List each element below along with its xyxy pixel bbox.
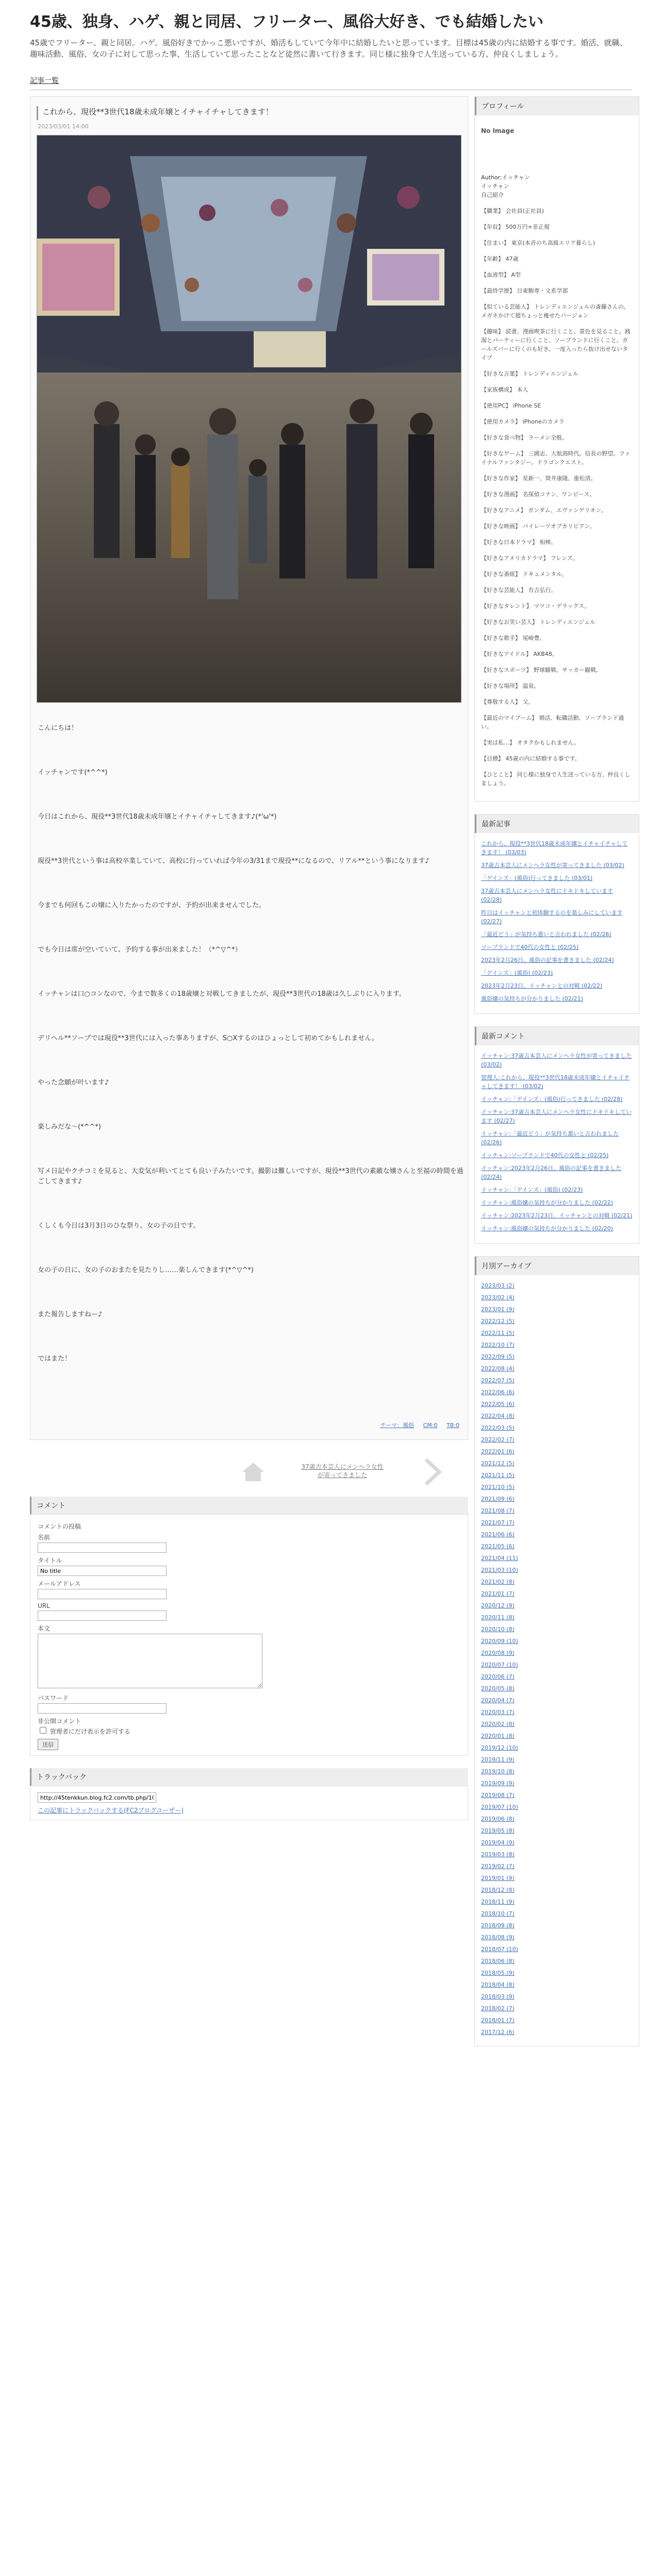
archive-item[interactable] xyxy=(481,1874,633,1883)
entry-paragraph: くしくも今日は3月3日のひな祭り。女の子の日です。 xyxy=(38,1222,200,1230)
archive-item[interactable] xyxy=(481,1471,633,1480)
recent-comment-item-link[interactable]: イッチャン:「ゲインズ」(風俗) (02/23) xyxy=(481,1187,583,1193)
archive-item[interactable] xyxy=(481,1755,633,1764)
archive-item[interactable] xyxy=(481,1613,633,1622)
archive-item[interactable] xyxy=(481,1957,633,1965)
main-column xyxy=(30,96,468,1820)
recent-entry-item[interactable] xyxy=(481,943,633,952)
archive-item[interactable] xyxy=(481,1862,633,1871)
recent-entry-item-link[interactable]: 2023年2月26日、風俗の記事を書きました (02/24) xyxy=(481,957,614,963)
archive-item[interactable] xyxy=(481,1423,633,1432)
profile-item: 【好きなタレント】 マツコ・デラックス。 xyxy=(481,603,590,609)
recent-entry-item-link[interactable]: 「最近どう」が気持ち悪いと言われました (02/26) xyxy=(481,931,611,938)
archive-item-link[interactable]: 2018/03 (9) xyxy=(481,1993,515,2000)
archive-item[interactable] xyxy=(481,1329,633,1337)
recent-entry-item[interactable] xyxy=(481,930,633,939)
recent-comment-item[interactable] xyxy=(481,1095,633,1104)
recent-entry-item-link[interactable]: 37歳吉本芸人にメンヘラ女性が寄ってきました (03/02) xyxy=(481,862,624,869)
comments-link[interactable]: CM:0 xyxy=(423,1422,438,1429)
comment-section-heading: コメント xyxy=(30,1497,468,1514)
archive-item[interactable] xyxy=(481,1483,633,1492)
archive-item[interactable] xyxy=(481,1542,633,1551)
comment-post-label: コメントの投稿 xyxy=(38,1523,81,1530)
archive-item[interactable] xyxy=(481,1435,633,1444)
recent-entry-item-link[interactable]: 37歳吉本芸人にメンヘラ女性にドキドキしています (02/28) xyxy=(481,888,613,903)
archive-item-link[interactable]: 2021/04 (11) xyxy=(481,1555,518,1562)
entry-photo xyxy=(37,135,461,703)
profile-item: 【好きなアメリカドラマ】 フレンズ。 xyxy=(481,555,579,562)
archive-item-link[interactable]: 2020/01 (8) xyxy=(481,1733,515,1739)
archive-item-link[interactable]: 2021/03 (10) xyxy=(481,1567,518,1573)
profile-item: 【家族構成】 本人 xyxy=(481,386,528,393)
author-line: イッチャン xyxy=(481,183,509,190)
recent-comment-item-link[interactable]: イッチャン:37歳吉本芸人にメンヘラ女性が寄ってきました (03/02) xyxy=(481,1053,632,1068)
profile-body xyxy=(475,115,639,801)
profile-item: 【目標】 45歳の内に結婚する事です。 xyxy=(481,755,581,762)
archive-item[interactable] xyxy=(481,1969,633,1977)
archive-item-link[interactable]: 2018/06 (8) xyxy=(481,1958,515,1964)
submit-button[interactable]: 送信 xyxy=(38,1739,58,1750)
archive-item-link[interactable]: 2022/08 (4) xyxy=(481,1365,515,1372)
archive-item-link[interactable]: 2021/05 (6) xyxy=(481,1543,515,1550)
archive-item[interactable] xyxy=(481,1992,633,2001)
archive-item[interactable] xyxy=(481,1317,633,1326)
archive-item[interactable] xyxy=(481,1637,633,1646)
archive-item[interactable] xyxy=(481,1589,633,1598)
entry-paragraph: でも今日は席が空いていて、予約する事が出来ました！（*^▽^*） xyxy=(38,946,242,954)
archive-item-link[interactable]: 2022/07 (5) xyxy=(481,1377,515,1384)
recent-comment-item-link[interactable]: イッチャン:「最近どう」が気持ち悪いと言われました (02/26) xyxy=(481,1130,619,1146)
recent-entries-heading: 最新記事 xyxy=(475,815,639,833)
archive-item-link[interactable]: 2019/03 (8) xyxy=(481,1851,515,1858)
archive-item[interactable] xyxy=(481,1886,633,1894)
recent-entry-item-link[interactable]: ソープランドで40代の女性と (02/25) xyxy=(481,944,579,951)
archive-item[interactable] xyxy=(481,1293,633,1302)
archive-item[interactable] xyxy=(481,1933,633,1942)
archive-item-link[interactable]: 2018/09 (8) xyxy=(481,1922,515,1929)
comment-form xyxy=(30,1514,468,1756)
archive-item[interactable] xyxy=(481,1980,633,1989)
body-label: 本文 xyxy=(38,1625,51,1632)
theme-link[interactable]: テーマ：風俗 xyxy=(380,1422,415,1429)
profile-item: 【血液型】 A型 xyxy=(481,272,521,278)
profile-item: 【年齢】 47歳 xyxy=(481,256,519,262)
archive-item[interactable] xyxy=(481,1341,633,1349)
archive-item[interactable] xyxy=(481,1530,633,1539)
entry-paragraph: イッチャンは口○コンなので、今まで数多くの18歳嬢と対戦してきましたが、現役**3世代の18歳は久しぶりに入ります。 xyxy=(38,990,406,998)
archive-item-link[interactable]: 2018/12 (8) xyxy=(481,1887,515,1893)
next-entry-link[interactable]: 37歳吉本芸人にメンヘラ女性が寄ってきました xyxy=(301,1463,384,1479)
entry-paragraph: 楽しみだな〜(*^^*) xyxy=(38,1123,101,1131)
secret-checkbox[interactable] xyxy=(40,1727,46,1734)
archive-item-link[interactable]: 2022/09 (5) xyxy=(481,1353,515,1360)
profile-item: 【好きなお笑い芸人】 トレンディエンジェル xyxy=(481,619,595,625)
archive-item[interactable] xyxy=(481,1850,633,1859)
recent-entry-item-link[interactable]: 「ゲインズ」(風俗)行ってきました (03/01) xyxy=(481,875,593,882)
recent-comment-item[interactable] xyxy=(481,1108,633,1125)
archive-item-link[interactable]: 2019/06 (8) xyxy=(481,1816,515,1822)
entry-paragraph: やった念願が叶います♪ xyxy=(38,1079,109,1087)
profile-item: 【好きな番組】 ドキュメンタル。 xyxy=(481,571,568,578)
archive-item-link[interactable]: 2019/10 (8) xyxy=(481,1768,515,1775)
trackback-box xyxy=(30,1786,468,1820)
profile-item: 【趣味】 読書、漫画喫茶に行くこと。景色を見ること。銭湯とパーティーに行くこと、ソープランドに行くこと。ガールズバーに行くのも好き。一度入ったら抜け出せないタイプ xyxy=(481,328,631,361)
archive-item[interactable] xyxy=(481,1708,633,1717)
archive-item[interactable] xyxy=(481,1743,633,1752)
chevron-right-icon[interactable] xyxy=(422,1458,442,1486)
site-header xyxy=(0,0,662,90)
entry-paragraph: 今日はこれから、現役**3世代18歳未成年嬢とイチャイチャしてきます♪(*'ω'*) xyxy=(38,813,277,821)
archive-item[interactable] xyxy=(481,1506,633,1515)
entry xyxy=(30,96,468,1440)
archive-item[interactable] xyxy=(481,1838,633,1847)
recent-comment-item[interactable] xyxy=(481,1129,633,1147)
archive-item[interactable] xyxy=(481,1660,633,1669)
archive-item-link[interactable]: 2022/10 (7) xyxy=(481,1342,515,1348)
email-label: メールアドレス xyxy=(38,1580,81,1587)
recent-entry-item[interactable] xyxy=(481,861,633,870)
recent-entry-item[interactable] xyxy=(481,874,633,883)
archive-item-link[interactable]: 2020/07 (10) xyxy=(481,1662,518,1668)
profile-item: 【職業】 会社員(正社員) xyxy=(481,208,544,214)
secret-label: 非公開コメント xyxy=(38,1718,81,1725)
archive-item-link[interactable]: 2022/11 (5) xyxy=(481,1330,515,1336)
entry-footer xyxy=(34,1421,459,1429)
recent-comment-item[interactable] xyxy=(481,1052,633,1069)
archive-item-link[interactable]: 2020/11 (8) xyxy=(481,1614,515,1621)
author-line: 自己紹介 xyxy=(481,192,504,198)
entry-paragraph: 今までも何回もこの嬢に入りたかったのですが、予約が出来ませんでした。 xyxy=(38,902,266,909)
archive-item-link[interactable]: 2018/07 (10) xyxy=(481,1946,518,1953)
profile-item: 【好きな漫画】 名探偵コナン、ワンピース。 xyxy=(481,491,595,498)
profile-item: 【好きな映画】 パイレーツオブカリビアン。 xyxy=(481,523,595,530)
archive-item-link[interactable]: 2021/08 (7) xyxy=(481,1507,515,1514)
entry-paragraph: 女の子の日に、女の子のおまたを見たりし……楽しんできます(*^▽^*) xyxy=(38,1266,254,1274)
archive-item[interactable] xyxy=(481,1495,633,1503)
profile-item: 【好きな日本ドラマ】 相棒。 xyxy=(481,539,557,546)
archive-item[interactable] xyxy=(481,1767,633,1776)
recent-entries-box xyxy=(474,814,639,1014)
recent-comment-item-link[interactable]: イッチャン:「ゲインズ」(風俗)行ってきました (02/28) xyxy=(481,1096,623,1103)
archive-item-link[interactable]: 2019/12 (10) xyxy=(481,1744,518,1751)
archive-item-link[interactable]: 2020/08 (9) xyxy=(481,1650,515,1656)
recent-comment-item[interactable] xyxy=(481,1211,633,1220)
archive-item-link[interactable]: 2019/11 (9) xyxy=(481,1756,515,1763)
recent-entries-list xyxy=(481,839,633,1003)
profile-item: 【実は私…】 オタクかもしれません。 xyxy=(481,739,580,746)
archive-item-link[interactable]: 2018/10 (7) xyxy=(481,1910,515,1917)
title-field[interactable] xyxy=(38,1566,167,1576)
archive-item-link[interactable]: 2023/03 (2) xyxy=(481,1282,515,1289)
archive-item[interactable] xyxy=(481,1826,633,1835)
secret-checkbox-label: 管理者にだけ表示を許可する xyxy=(49,1728,130,1735)
profile-item: 【使用カメラ】 iPhoneのカメラ xyxy=(481,418,565,425)
profile-item: 【好きな歌手】 尾崎豊。 xyxy=(481,635,545,641)
archive-item[interactable] xyxy=(481,1554,633,1563)
archive-item-link[interactable]: 2023/01 (9) xyxy=(481,1306,515,1313)
recent-comment-item[interactable] xyxy=(481,1185,633,1194)
archive-item[interactable] xyxy=(481,1459,633,1468)
home-icon[interactable] xyxy=(241,1462,265,1482)
archive-item[interactable] xyxy=(481,1578,633,1586)
entry-paragraph: 現役**3世代という事は高校卒業していて、高校に行っていれば今年の3/31まで現役**になるので、リアル**という事になります♪ xyxy=(38,857,429,865)
archive-item-link[interactable]: 2022/01 (6) xyxy=(481,1448,515,1455)
recent-entry-item-link[interactable]: これから、現役**3世代18歳未成年嬢とイチャイチャしてきます！ (03/03) xyxy=(481,840,628,856)
recent-comment-item-link[interactable]: イッチャン:37歳吉本芸人にメンヘラ女性にドキドキしています (02/27) xyxy=(481,1109,632,1124)
archive-item-link[interactable]: 2022/04 (8) xyxy=(481,1413,515,1419)
name-label: 名前 xyxy=(38,1534,51,1541)
archive-item-link[interactable]: 2020/02 (8) xyxy=(481,1721,515,1727)
archive-item-link[interactable]: 2022/05 (6) xyxy=(481,1401,515,1408)
entry-paragraph: こんにちは！ xyxy=(38,724,78,732)
archive-item-link[interactable]: 2021/02 (8) xyxy=(481,1579,515,1585)
profile-item: 【最近のマイブーム】 婚活、転職活動、ソープランド通い。 xyxy=(481,715,624,730)
profile-item: 【住まい】 東京(本音のち高級エリア暮らし) xyxy=(481,240,595,246)
archive-item[interactable] xyxy=(481,2016,633,2025)
archive-item-link[interactable]: 2018/11 (9) xyxy=(481,1899,515,1905)
url-field[interactable] xyxy=(38,1611,167,1621)
archive-item-link[interactable]: 2020/05 (8) xyxy=(481,1685,515,1692)
archives-heading: 月別アーカイブ xyxy=(475,1257,639,1275)
archive-item-link[interactable]: 2021/07 (7) xyxy=(481,1519,515,1526)
archive-item-link[interactable]: 2019/02 (7) xyxy=(481,1863,515,1870)
profile-items xyxy=(481,207,633,788)
archive-item-link[interactable]: 2018/02 (7) xyxy=(481,2005,515,2012)
archive-item[interactable] xyxy=(481,1672,633,1681)
archive-item-link[interactable]: 2022/03 (5) xyxy=(481,1425,515,1431)
profile-item: 【年収】 500万円+非正規 xyxy=(481,224,550,230)
recent-comments-heading: 最新コメント xyxy=(475,1027,639,1045)
archive-item[interactable] xyxy=(481,1305,633,1314)
archive-item-link[interactable]: 2018/01 (7) xyxy=(481,2017,515,2024)
recent-comment-item[interactable] xyxy=(481,1198,633,1207)
recent-comment-item[interactable] xyxy=(481,1151,633,1160)
recent-entry-item[interactable] xyxy=(481,969,633,977)
recent-comment-item-link[interactable]: イッチャン:2023年2月23日、イッチャンとの対戦 (02/21) xyxy=(481,1212,633,1219)
profile-item: 【好きな作家】 星新一、筒井康隆、重松清。 xyxy=(481,475,597,482)
recent-comment-item[interactable] xyxy=(481,1073,633,1091)
profile-item: 【好きな食べ物】 ラーメン全般。 xyxy=(481,434,568,441)
entry-paragraph: また報告しますねー♪ xyxy=(38,1311,103,1318)
profile-item: 【好きなスポーツ】 野球観戦、サッカー観戦。 xyxy=(481,667,602,673)
entry-paragraph: ではまた！ xyxy=(38,1355,72,1363)
recent-comment-item-link[interactable]: 管理人:これから、現役**3世代18歳未成年嬢とイチャイチャしてきます！ (03/02) xyxy=(481,1074,630,1090)
archive-item-link[interactable]: 2022/12 (5) xyxy=(481,1318,515,1325)
archive-item-link[interactable]: 2020/04 (7) xyxy=(481,1697,515,1704)
archive-item-link[interactable]: 2021/06 (6) xyxy=(481,1531,515,1538)
trackback-heading: トラックバック xyxy=(30,1768,468,1786)
archive-item-link[interactable]: 2020/12 (9) xyxy=(481,1602,515,1609)
profile-item: 【最終学歴】 日東駒専・文系学部 xyxy=(481,287,568,294)
recent-comment-item[interactable] xyxy=(481,1164,633,1181)
recent-entry-item-link[interactable]: 2023年2月23日、イッチャンとの対戦 (02/22) xyxy=(481,982,603,989)
recent-entry-item[interactable] xyxy=(481,839,633,857)
archive-item[interactable] xyxy=(481,1352,633,1361)
archives-box xyxy=(474,1256,639,2046)
top-nav xyxy=(30,75,632,90)
archive-item-link[interactable]: 2019/07 (10) xyxy=(481,1804,518,1810)
archive-item-link[interactable]: 2021/09 (6) xyxy=(481,1496,515,1502)
archive-item-link[interactable]: 2022/02 (7) xyxy=(481,1436,515,1443)
profile-item: 【好きな場所】 温泉。 xyxy=(481,683,540,689)
recent-comment-item-link[interactable]: イッチャン:風俗嬢の気持ちが分かりました (02/22) xyxy=(481,1199,613,1206)
archive-item[interactable] xyxy=(481,1696,633,1705)
archive-item[interactable] xyxy=(481,1791,633,1800)
trackback-link[interactable]: この記事にトラックバックする(FC2ブログユーザー) xyxy=(38,1807,184,1814)
archive-item[interactable] xyxy=(481,1364,633,1373)
entry-paragraph: 写メ日記やクチコミを見ると、大変気が利いてとても良い子みたいです。撮影は難しいですが、現役**3世代の素敵な嬢さんと至福の時間を過ごしてきます♪ xyxy=(38,1167,464,1185)
archive-item[interactable] xyxy=(481,1625,633,1634)
profile-heading: プロフィール xyxy=(475,97,639,115)
recent-comment-item[interactable] xyxy=(481,1224,633,1233)
profile-item: 【ひとこと】 同じ様に独身で人生送っている方、仲良くしましょう。 xyxy=(481,771,631,787)
trackbacks-link[interactable]: TB:0 xyxy=(446,1422,459,1429)
recent-comment-item-link[interactable]: イッチャン:2023年2月26日、風俗の記事を書きました (02/24) xyxy=(481,1165,622,1180)
url-label: URL xyxy=(38,1602,50,1609)
archive-item[interactable] xyxy=(481,1376,633,1385)
recent-comments-list xyxy=(481,1052,633,1233)
archive-item-link[interactable]: 2018/08 (9) xyxy=(481,1934,515,1941)
archive-item[interactable] xyxy=(481,1400,633,1409)
recent-entry-item[interactable] xyxy=(481,887,633,904)
recent-comments-box xyxy=(474,1026,639,1244)
archive-item[interactable] xyxy=(481,1779,633,1788)
trackback-url-field[interactable] xyxy=(38,1792,156,1803)
password-field[interactable] xyxy=(38,1703,167,1714)
archive-item[interactable] xyxy=(481,1945,633,1954)
archive-item-link[interactable]: 2020/03 (7) xyxy=(481,1709,515,1716)
title-label: タイトル xyxy=(38,1557,62,1564)
recent-entry-item[interactable] xyxy=(481,994,633,1003)
author-line: Author:イッチャン xyxy=(481,174,530,181)
archive-item[interactable] xyxy=(481,1447,633,1456)
archive-item[interactable] xyxy=(481,1732,633,1740)
profile-item: 【似ている芸能人】 トレンディエンジェルの斎藤さんの、メガネかけて超ちょっと痩せたバージョン xyxy=(481,303,630,319)
archive-item-link[interactable]: 2023/02 (4) xyxy=(481,1294,515,1301)
recent-comment-item-link[interactable]: イッチャン:風俗嬢の気持ちが分かりました (02/20) xyxy=(481,1225,613,1232)
profile-box xyxy=(474,96,639,802)
secret-checkbox-row[interactable] xyxy=(38,1728,130,1735)
sidebar xyxy=(474,96,639,2059)
entry-paragraph: デリヘル**ソープでは現役**3世代には入った事ありますが、S○Xするのはひょっとして初めてかもしれません。 xyxy=(38,1035,379,1042)
entry-list-link[interactable]: 記事一覧 xyxy=(30,77,59,85)
archive-item[interactable] xyxy=(481,1921,633,1930)
archive-item[interactable] xyxy=(481,1897,633,1906)
comment-body-textarea[interactable] xyxy=(38,1634,262,1688)
archive-item[interactable] xyxy=(481,1684,633,1693)
archive-item-link[interactable]: 2021/10 (5) xyxy=(481,1484,515,1490)
archive-item-link[interactable]: 2019/04 (9) xyxy=(481,1839,515,1846)
profile-item: 【好きなゲーム】 三國志、大航海時代。信長の野望。ファイナルファンタジー。ドラゴンクエスト。 xyxy=(481,450,631,466)
profile-item: 【好きなアニメ】 ガンダム、エヴァンゲリオン。 xyxy=(481,507,607,514)
station-concourse-photo xyxy=(37,135,461,702)
archive-item-link[interactable]: 2020/06 (7) xyxy=(481,1673,515,1680)
recent-entry-item-link[interactable]: 昨日はイッチャンと初体験するのを楽しみにしています (02/27) xyxy=(481,909,623,925)
archive-item[interactable] xyxy=(481,1909,633,1918)
profile-item: 【尊敬する人】 父。 xyxy=(481,699,534,705)
archive-item-link[interactable]: 2017/12 (6) xyxy=(481,2029,515,2036)
archive-item-link[interactable]: 2019/05 (8) xyxy=(481,1827,515,1834)
profile-item: 【好きな言葉】 トレンディエンジェル xyxy=(481,370,578,377)
site-title[interactable]: 45歳、独身、ハゲ、親と同居、フリーター、風俗大好き、でも結婚したい xyxy=(30,13,544,31)
entry-pager xyxy=(30,1453,468,1489)
name-field[interactable] xyxy=(38,1543,167,1553)
entry-body xyxy=(38,723,465,1364)
site-description: 45歳でフリーター、親と同居。ハゲ。風俗好きでかっこ悪いですが、婚活もしていて今年中に結婚したいと思っています。目標は45歳の内に結婚する事です。婚活、就職、趣味活動、風俗、女の子に対して思った事、生活していて思ったことなど徒然に書いて行きます。同じ様に独身で人生送っている方、仲良くしましょう。 xyxy=(30,38,627,59)
entry-title[interactable]: これから、現役**3世代18歳未成年嬢とイチャイチャしてきます！ xyxy=(37,106,465,120)
entry-paragraph: イッチャンです(*^^*) xyxy=(38,769,108,776)
archive-item-link[interactable]: 2021/11 (5) xyxy=(481,1472,515,1479)
archive-item[interactable] xyxy=(481,1803,633,1811)
archive-item[interactable] xyxy=(481,1566,633,1574)
recent-entry-item[interactable] xyxy=(481,908,633,926)
recent-comment-item-link[interactable]: イッチャン:ソープランドで40代の女性と (02/25) xyxy=(481,1152,609,1159)
archive-item[interactable] xyxy=(481,1815,633,1823)
archive-item[interactable] xyxy=(481,1649,633,1657)
archive-item[interactable] xyxy=(481,2028,633,2037)
archive-item-link[interactable]: 2018/04 (8) xyxy=(481,1981,515,1988)
archive-item-link[interactable]: 2019/08 (7) xyxy=(481,1792,515,1799)
recent-entry-item[interactable] xyxy=(481,956,633,964)
profile-item: 【好きな芸能人】 有吉弘行。 xyxy=(481,587,557,594)
archive-item[interactable] xyxy=(481,1281,633,1290)
archive-item[interactable] xyxy=(481,1388,633,1397)
archive-item[interactable] xyxy=(481,1518,633,1527)
password-label: パスワード xyxy=(38,1694,69,1702)
archive-item-link[interactable]: 2021/01 (7) xyxy=(481,1590,515,1597)
profile-item: 【好きなアイドル】 AKB48。 xyxy=(481,651,558,657)
archive-item[interactable] xyxy=(481,1720,633,1728)
archive-item-link[interactable]: 2019/01 (9) xyxy=(481,1875,515,1882)
recent-entry-item-link[interactable]: 「ゲインズ」(風俗) (02/23) xyxy=(481,970,553,976)
archive-item[interactable] xyxy=(481,2004,633,2013)
archive-item-link[interactable]: 2018/05 (9) xyxy=(481,1970,515,1976)
recent-entry-item-link[interactable]: 風俗嬢の気持ちが分かりました (02/21) xyxy=(481,995,583,1002)
recent-entry-item[interactable] xyxy=(481,981,633,990)
archives-list xyxy=(481,1281,633,2037)
archive-item[interactable] xyxy=(481,1412,633,1420)
archive-item-link[interactable]: 2019/09 (9) xyxy=(481,1780,515,1787)
archive-item[interactable] xyxy=(481,1601,633,1610)
archive-item-link[interactable]: 2020/09 (10) xyxy=(481,1638,518,1645)
archive-item-link[interactable]: 2022/06 (6) xyxy=(481,1389,515,1396)
archive-item-link[interactable]: 2020/10 (8) xyxy=(481,1626,515,1633)
entry-date: 2023/03/01 14:00 xyxy=(38,123,89,130)
profile-noimage: No Image xyxy=(481,127,515,134)
email-field[interactable] xyxy=(38,1589,167,1599)
profile-item: 【使用PC】 iPhone SE xyxy=(481,402,541,409)
archive-item-link[interactable]: 2021/12 (5) xyxy=(481,1460,515,1467)
